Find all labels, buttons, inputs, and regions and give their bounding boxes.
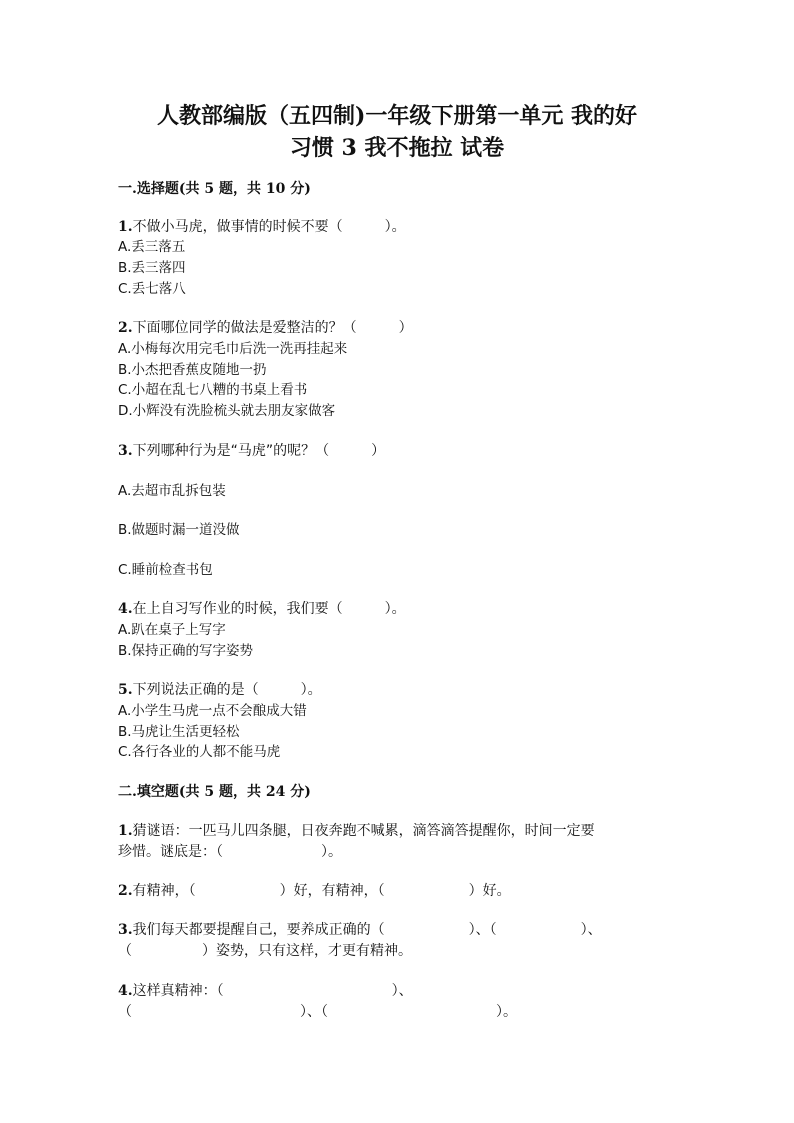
fill-question-4 <box>118 981 413 1001</box>
question-number: 5. <box>118 682 133 698</box>
option-5b: B.马虎让生活更轻松 <box>118 724 240 740</box>
option-1a: A.丢三落五 <box>118 239 186 255</box>
option-1b: B.丢三落四 <box>118 260 186 276</box>
option-5c: C.各行各业的人都不能马虎 <box>118 744 281 760</box>
question-text: 我们每天都要提醒自己，要养成正确的（ ）、（ ）、 <box>132 922 602 938</box>
question-text: 不做小马虎，做事情的时候不要（ ）。 <box>132 219 406 235</box>
question-text: 下面哪位同学的做法是爱整洁的？（ ） <box>132 320 413 336</box>
option-5a: A.小学生马虎一点不会酿成大错 <box>118 703 307 719</box>
fill-question-1 <box>118 821 595 841</box>
question-number: 1. <box>118 219 133 235</box>
fill-question-1-cont: 珍惜。谜底是：（ ）。 <box>118 844 342 860</box>
question-number: 1. <box>118 823 133 839</box>
question-4 <box>118 599 406 619</box>
question-5 <box>118 680 322 700</box>
option-3c: C.睡前检查书包 <box>118 562 213 578</box>
question-number: 4. <box>118 601 133 617</box>
fill-question-3-cont: （ ）姿势，只有这样，才更有精神。 <box>118 943 412 959</box>
section-heading-fill-in: 二.填空题(共 5 题，共 24 分) <box>118 784 311 800</box>
question-text: 在上自习写作业的时候，我们要（ ）。 <box>132 601 406 617</box>
option-3a: A.去超市乱拆包装 <box>118 483 226 499</box>
question-text: 下列哪种行为是“马虎”的呢？（ ） <box>132 443 386 459</box>
page-title-line-2: 习惯 3 我不拖拉 试卷 <box>289 135 505 161</box>
option-2c: C.小超在乱七八糟的书桌上看书 <box>118 382 308 398</box>
question-text: 有精神，（ ）好，有精神，（ ）好。 <box>132 883 511 899</box>
option-1c: C.丢七落八 <box>118 281 186 297</box>
fill-question-4-cont: （ ）、（ ）。 <box>118 1004 517 1020</box>
question-1 <box>118 217 406 237</box>
question-number: 2. <box>118 320 133 336</box>
question-number: 4. <box>118 983 133 999</box>
question-text: 这样真精神：（ ）、 <box>132 983 413 999</box>
question-number: 2. <box>118 883 133 899</box>
option-2b: B.小杰把香蕉皮随地一扔 <box>118 362 267 378</box>
option-4a: A.趴在桌子上写字 <box>118 622 226 638</box>
option-3b: B.做题时漏一道没做 <box>118 522 240 538</box>
option-2a: A.小梅每次用完毛巾后洗一洗再挂起来 <box>118 341 348 357</box>
page-title-line-1: 人教部编版（五四制)一年级下册第一单元 我的好 <box>156 103 638 129</box>
question-3 <box>118 441 385 461</box>
question-2 <box>118 318 413 338</box>
section-heading-choice: 一.选择题(共 5 题，共 10 分) <box>118 181 311 197</box>
fill-question-3 <box>118 920 602 940</box>
fill-question-2 <box>118 881 511 901</box>
option-4b: B.保持正确的写字姿势 <box>118 643 254 659</box>
question-text: 猜谜语：一匹马儿四条腿，日夜奔跑不喊累，滴答滴答提醒你，时间一定要 <box>132 823 595 839</box>
question-text: 下列说法正确的是（ ）。 <box>132 682 322 698</box>
option-2d: D.小辉没有洗脸梳头就去朋友家做客 <box>118 403 336 419</box>
question-number: 3. <box>118 443 133 459</box>
question-number: 3. <box>118 922 133 938</box>
